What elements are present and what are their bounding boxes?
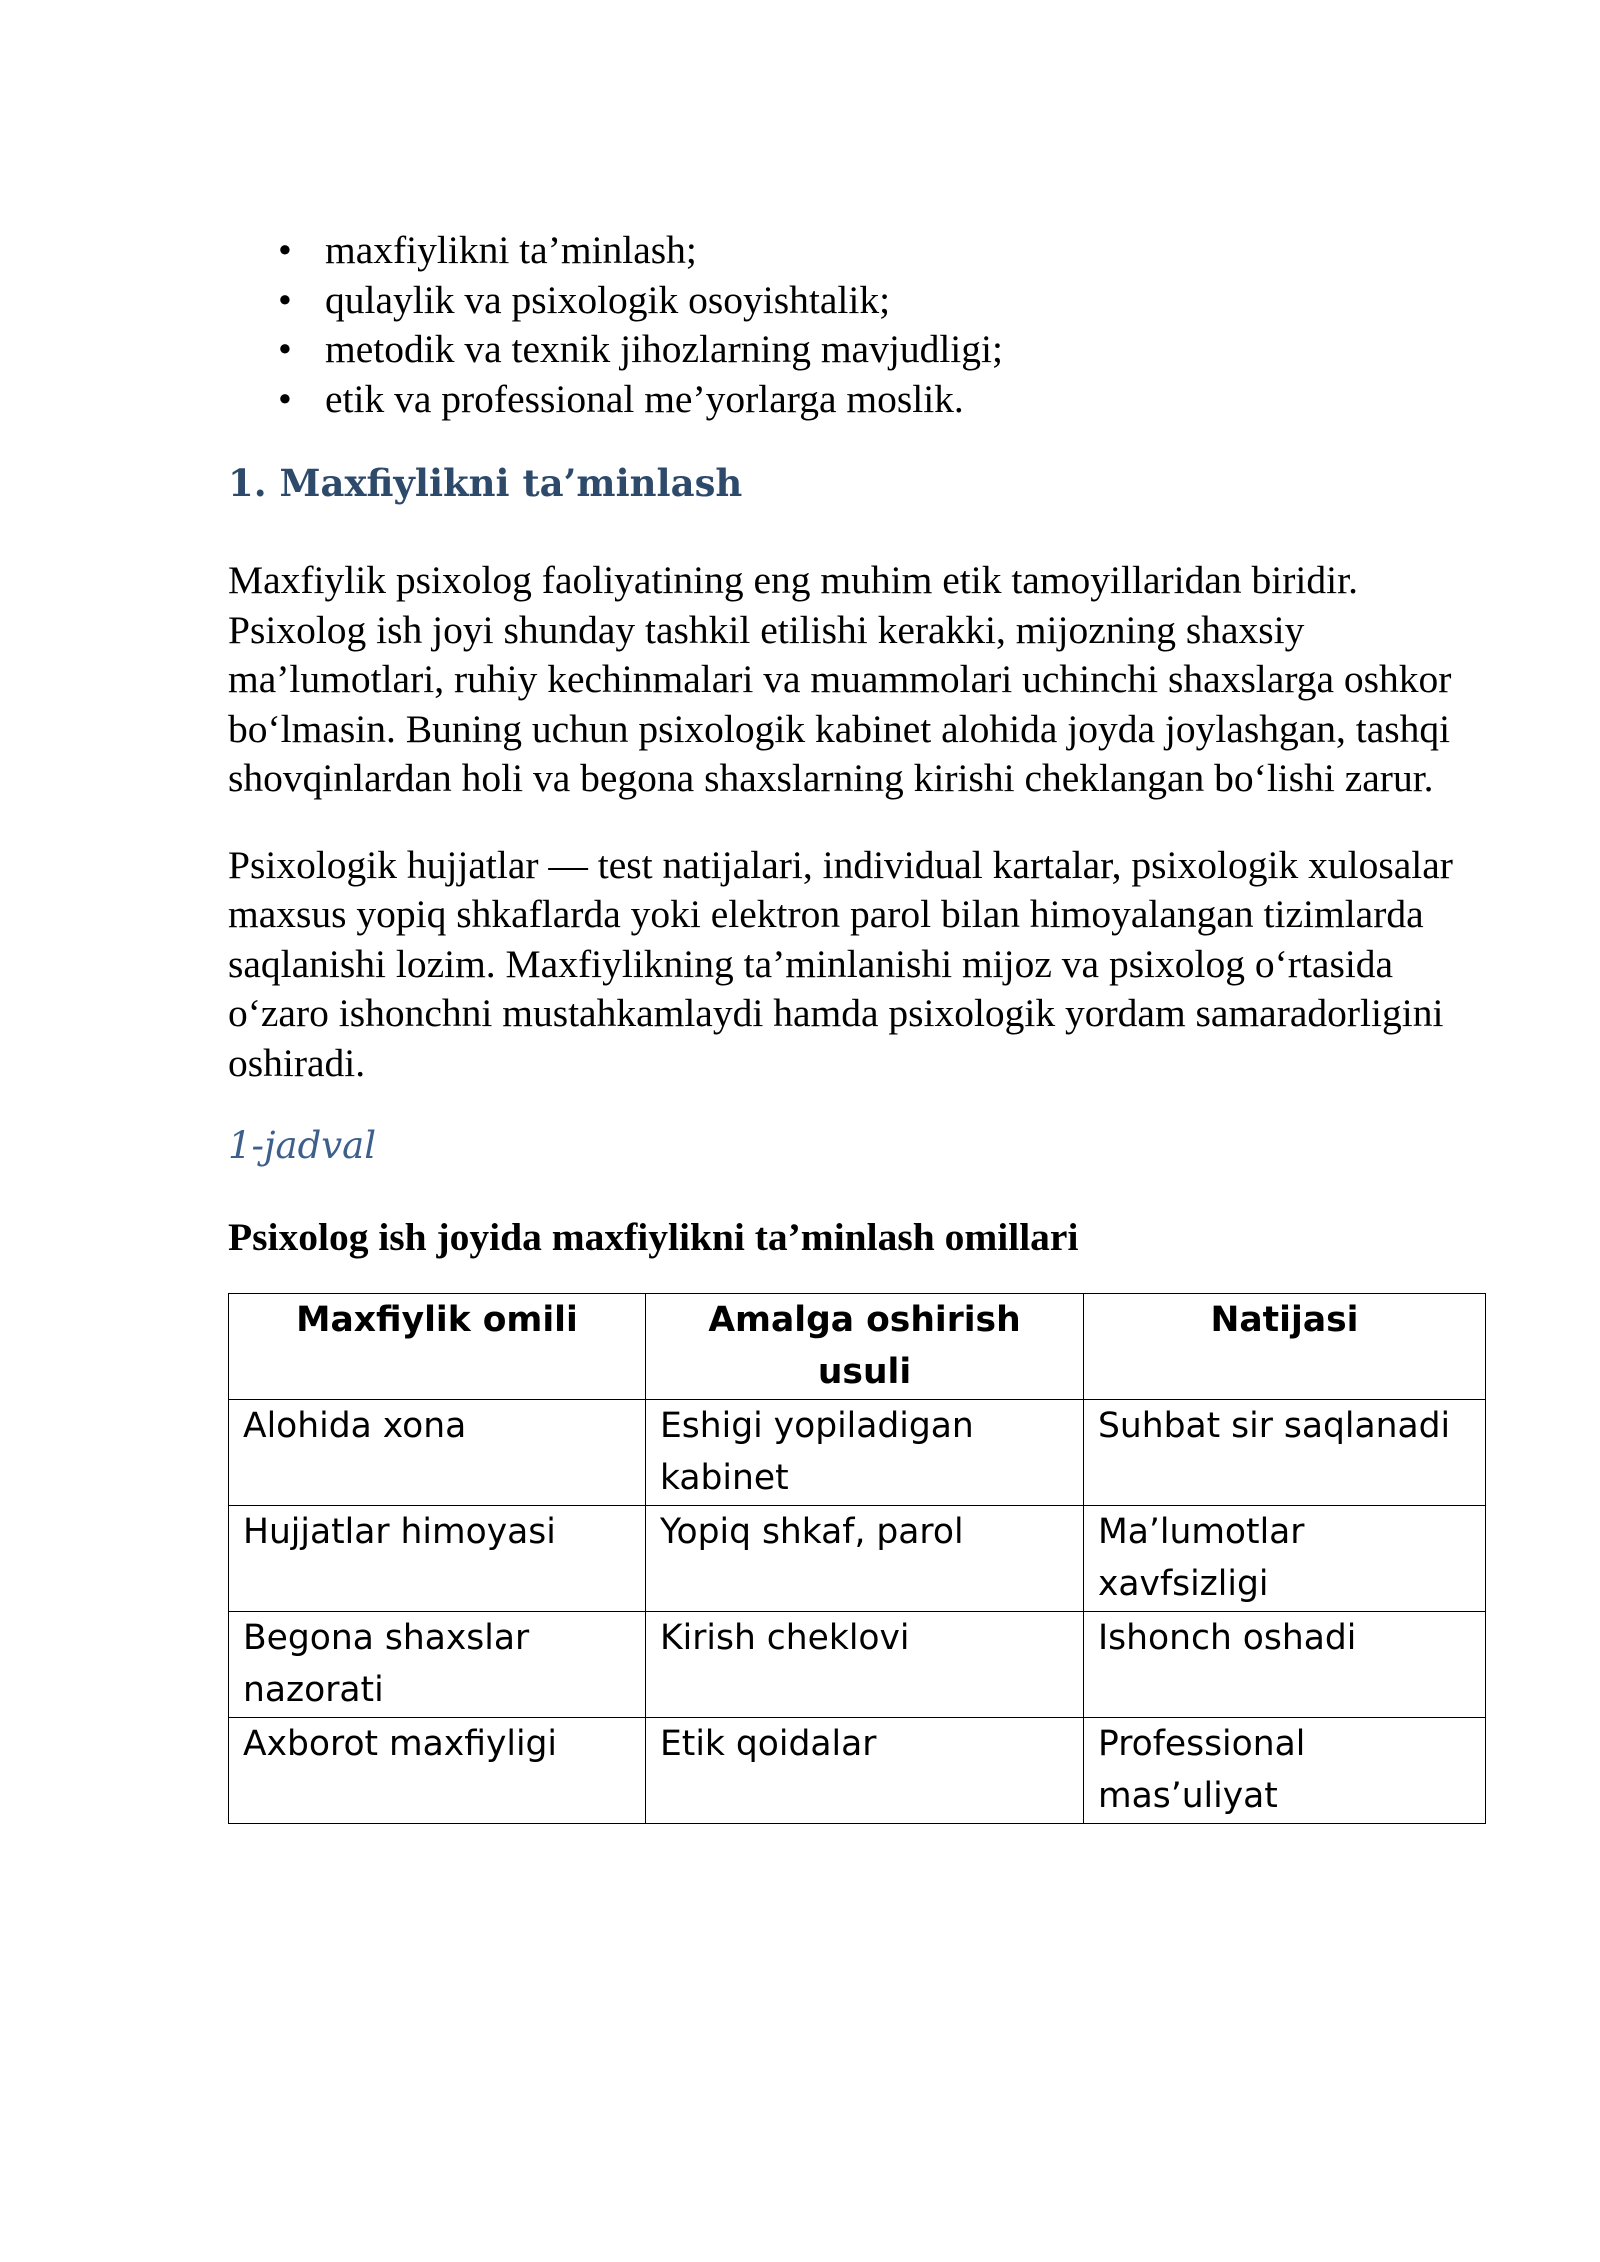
table-row: [229, 1611, 1486, 1717]
table-cell: Suhbat sir saqlanadi: [1084, 1399, 1486, 1505]
section-heading: 1. Maxfiylikni ta’minlash: [228, 461, 743, 505]
table-cell: Begona shaxslar nazorati: [229, 1611, 646, 1717]
table-title: Psixolog ish joyida maxfiylikni ta’minlash omillari: [228, 1215, 1079, 1259]
list-item-text: qulaylik va psixologik osoyishtalik;: [325, 277, 891, 322]
table-cell: Axborot maxfiyligi: [229, 1717, 646, 1823]
document-page: [228, 226, 1488, 1824]
column-header: Maxfiylik omili: [229, 1293, 646, 1399]
table-cell: Alohida xona: [229, 1399, 646, 1505]
list-item-text: etik va professional me’yorlarga moslik.: [325, 376, 964, 421]
bullet-icon: •: [278, 327, 292, 371]
bullet-icon: •: [278, 228, 292, 272]
list-item-text: metodik va texnik jihozlarning mavjudligi;: [325, 327, 1003, 371]
table-cell: Ma’lumotlar xavfsizligi: [1084, 1505, 1486, 1611]
table-cell: Etik qoidalar: [646, 1717, 1084, 1823]
bullet-icon: •: [278, 376, 292, 421]
column-header: Natijasi: [1084, 1293, 1486, 1399]
paragraph: Maxfiylik psixolog faoliyatining eng muhim etik tamoyillaridan biridir. Psixolog ish joyi shunday tashkil etilishi kerakki, mijozning shaxsiy ma’lumotlari, ruhiy kechinmalari va muammolari uchinchi shaxslarga oshkor bo‘lmasin. Buning uchun psixologik kabinet alohida joyda joylashgan, tashqi shovqinlardan holi va begona shaxslarning kirishi cheklangan bo‘lishi zarur.: [228, 558, 1452, 800]
list-item: [228, 276, 1488, 326]
table-row: [229, 1717, 1486, 1823]
list-item: [228, 325, 1488, 375]
column-header: Amalga oshirish usuli: [646, 1293, 1084, 1399]
table-cell: Eshigi yopiladigan kabinet: [646, 1399, 1084, 1505]
table-row: [229, 1399, 1486, 1505]
list-item: [228, 375, 1488, 425]
table-cell: Professional mas’uliyat: [1084, 1717, 1486, 1823]
bullet-icon: •: [278, 277, 292, 322]
table-row: [229, 1505, 1486, 1611]
table-cell: Kirish cheklovi: [646, 1611, 1084, 1717]
table-cell: Yopiq shkaf, parol: [646, 1505, 1084, 1611]
table-caption: 1-jadval: [228, 1124, 377, 1167]
list-item-text: maxfiylikni ta’minlash;: [325, 228, 697, 272]
table-cell: Ishonch oshadi: [1084, 1611, 1486, 1717]
paragraph: Psixologik hujjatlar — test natijalari, individual kartalar, psixologik xulosalar maxsus yopiq shkaflarda yoki elektron parol bilan himoyalangan tizimlarda saqlanishi lozim. Maxfiylikning ta’minlanishi mijoz va psixolog o‘rtasida o‘zaro ishonchni mustahkamlaydi hamda psixologik yordam samaradorligini oshiradi.: [228, 842, 1453, 1085]
bullet-list: [228, 226, 1488, 424]
table-cell: Hujjatlar himoyasi: [229, 1505, 646, 1611]
table-header-row: [229, 1293, 1486, 1399]
data-table: [228, 1293, 1486, 1824]
list-item: [228, 226, 1488, 276]
